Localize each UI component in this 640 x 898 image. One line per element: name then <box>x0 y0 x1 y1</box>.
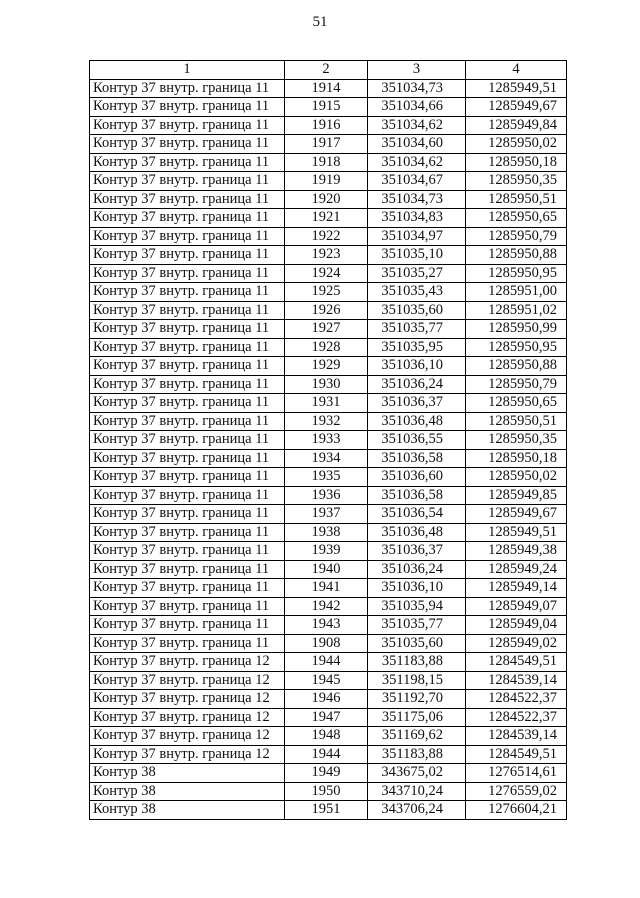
contour-name-cell: Контур 37 внутр. граница 11 <box>90 98 285 117</box>
point-number-cell: 1922 <box>285 227 368 246</box>
x-coordinate-cell: 343706,24 <box>368 801 466 820</box>
contour-name-cell: Контур 37 внутр. граница 11 <box>90 283 285 302</box>
y-coordinate-cell: 1284549,51 <box>466 745 567 764</box>
table-row <box>90 671 567 690</box>
point-number-cell: 1945 <box>285 671 368 690</box>
table-row <box>90 98 567 117</box>
table-row <box>90 79 567 98</box>
point-number-cell: 1950 <box>285 782 368 801</box>
y-coordinate-cell: 1285950,79 <box>466 227 567 246</box>
y-coordinate-cell: 1285950,18 <box>466 449 567 468</box>
y-coordinate-cell: 1285950,35 <box>466 431 567 450</box>
y-coordinate-cell: 1285951,02 <box>466 301 567 320</box>
table-row <box>90 542 567 561</box>
contour-name-cell: Контур 38 <box>90 782 285 801</box>
contour-name-cell: Контур 37 внутр. граница 11 <box>90 634 285 653</box>
point-number-cell: 1930 <box>285 375 368 394</box>
y-coordinate-cell: 1284539,14 <box>466 727 567 746</box>
y-coordinate-cell: 1285949,04 <box>466 616 567 635</box>
point-number-cell: 1920 <box>285 190 368 209</box>
table-row <box>90 634 567 653</box>
point-number-cell: 1934 <box>285 449 368 468</box>
x-coordinate-cell: 351036,48 <box>368 523 466 542</box>
x-coordinate-cell: 351036,54 <box>368 505 466 524</box>
y-coordinate-cell: 1285950,88 <box>466 246 567 265</box>
contour-name-cell: Контур 37 внутр. граница 11 <box>90 320 285 339</box>
table-row <box>90 708 567 727</box>
table-row <box>90 394 567 413</box>
table-row <box>90 301 567 320</box>
y-coordinate-cell: 1284539,14 <box>466 671 567 690</box>
table-row <box>90 172 567 191</box>
x-coordinate-cell: 343675,02 <box>368 764 466 783</box>
contour-name-cell: Контур 37 внутр. граница 11 <box>90 579 285 598</box>
table-row <box>90 727 567 746</box>
header-col-3: 3 <box>368 61 466 80</box>
table-row <box>90 135 567 154</box>
table-row <box>90 320 567 339</box>
table-row <box>90 190 567 209</box>
table-row <box>90 283 567 302</box>
contour-name-cell: Контур 37 внутр. граница 11 <box>90 523 285 542</box>
point-number-cell: 1919 <box>285 172 368 191</box>
point-number-cell: 1915 <box>285 98 368 117</box>
contour-name-cell: Контур 37 внутр. граница 12 <box>90 745 285 764</box>
x-coordinate-cell: 351034,66 <box>368 98 466 117</box>
point-number-cell: 1926 <box>285 301 368 320</box>
y-coordinate-cell: 1285950,95 <box>466 338 567 357</box>
y-coordinate-cell: 1285951,00 <box>466 283 567 302</box>
table-row <box>90 690 567 709</box>
y-coordinate-cell: 1285950,18 <box>466 153 567 172</box>
x-coordinate-cell: 351036,37 <box>368 542 466 561</box>
x-coordinate-cell: 351034,97 <box>368 227 466 246</box>
point-number-cell: 1933 <box>285 431 368 450</box>
point-number-cell: 1908 <box>285 634 368 653</box>
point-number-cell: 1943 <box>285 616 368 635</box>
table-body <box>90 79 567 819</box>
x-coordinate-cell: 351036,55 <box>368 431 466 450</box>
x-coordinate-cell: 351183,88 <box>368 653 466 672</box>
point-number-cell: 1924 <box>285 264 368 283</box>
contour-name-cell: Контур 37 внутр. граница 12 <box>90 653 285 672</box>
x-coordinate-cell: 351175,06 <box>368 708 466 727</box>
contour-name-cell: Контур 37 внутр. граница 11 <box>90 153 285 172</box>
contour-name-cell: Контур 37 внутр. граница 11 <box>90 227 285 246</box>
y-coordinate-cell: 1276559,02 <box>466 782 567 801</box>
x-coordinate-cell: 351035,60 <box>368 634 466 653</box>
x-coordinate-cell: 351035,43 <box>368 283 466 302</box>
point-number-cell: 1921 <box>285 209 368 228</box>
x-coordinate-cell: 351034,73 <box>368 79 466 98</box>
x-coordinate-cell: 351034,62 <box>368 116 466 135</box>
point-number-cell: 1948 <box>285 727 368 746</box>
y-coordinate-cell: 1285949,67 <box>466 505 567 524</box>
x-coordinate-cell: 351036,24 <box>368 375 466 394</box>
y-coordinate-cell: 1285950,79 <box>466 375 567 394</box>
y-coordinate-cell: 1285949,67 <box>466 98 567 117</box>
x-coordinate-cell: 351034,62 <box>368 153 466 172</box>
table-row <box>90 579 567 598</box>
coordinates-table <box>89 60 567 820</box>
y-coordinate-cell: 1285949,84 <box>466 116 567 135</box>
table-row <box>90 153 567 172</box>
y-coordinate-cell: 1276604,21 <box>466 801 567 820</box>
contour-name-cell: Контур 37 внутр. граница 11 <box>90 135 285 154</box>
y-coordinate-cell: 1285950,02 <box>466 135 567 154</box>
contour-name-cell: Контур 38 <box>90 764 285 783</box>
point-number-cell: 1917 <box>285 135 368 154</box>
x-coordinate-cell: 351198,15 <box>368 671 466 690</box>
y-coordinate-cell: 1276514,61 <box>466 764 567 783</box>
y-coordinate-cell: 1285950,51 <box>466 412 567 431</box>
contour-name-cell: Контур 37 внутр. граница 11 <box>90 486 285 505</box>
point-number-cell: 1929 <box>285 357 368 376</box>
table-row <box>90 209 567 228</box>
table-row <box>90 764 567 783</box>
contour-name-cell: Контур 37 внутр. граница 11 <box>90 375 285 394</box>
x-coordinate-cell: 351192,70 <box>368 690 466 709</box>
x-coordinate-cell: 351036,60 <box>368 468 466 487</box>
x-coordinate-cell: 351034,60 <box>368 135 466 154</box>
table-row <box>90 431 567 450</box>
point-number-cell: 1928 <box>285 338 368 357</box>
contour-name-cell: Контур 37 внутр. граница 12 <box>90 671 285 690</box>
contour-name-cell: Контур 37 внутр. граница 12 <box>90 690 285 709</box>
x-coordinate-cell: 351034,73 <box>368 190 466 209</box>
contour-name-cell: Контур 37 внутр. граница 11 <box>90 246 285 265</box>
point-number-cell: 1925 <box>285 283 368 302</box>
x-coordinate-cell: 351036,48 <box>368 412 466 431</box>
point-number-cell: 1942 <box>285 597 368 616</box>
point-number-cell: 1938 <box>285 523 368 542</box>
header-col-2: 2 <box>285 61 368 80</box>
y-coordinate-cell: 1285949,07 <box>466 597 567 616</box>
table-row <box>90 357 567 376</box>
y-coordinate-cell: 1285950,65 <box>466 209 567 228</box>
table-row <box>90 801 567 820</box>
y-coordinate-cell: 1285949,02 <box>466 634 567 653</box>
y-coordinate-cell: 1285949,85 <box>466 486 567 505</box>
table-row <box>90 116 567 135</box>
table-row <box>90 486 567 505</box>
x-coordinate-cell: 351035,60 <box>368 301 466 320</box>
table-row <box>90 412 567 431</box>
header-col-1: 1 <box>90 61 285 80</box>
x-coordinate-cell: 351035,27 <box>368 264 466 283</box>
header-row <box>90 61 567 80</box>
contour-name-cell: Контур 37 внутр. граница 11 <box>90 431 285 450</box>
table-row <box>90 264 567 283</box>
point-number-cell: 1947 <box>285 708 368 727</box>
point-number-cell: 1937 <box>285 505 368 524</box>
y-coordinate-cell: 1285950,02 <box>466 468 567 487</box>
y-coordinate-cell: 1285949,38 <box>466 542 567 561</box>
table-row <box>90 338 567 357</box>
contour-name-cell: Контур 37 внутр. граница 11 <box>90 542 285 561</box>
table-row <box>90 449 567 468</box>
x-coordinate-cell: 351036,58 <box>368 449 466 468</box>
point-number-cell: 1940 <box>285 560 368 579</box>
x-coordinate-cell: 351034,83 <box>368 209 466 228</box>
x-coordinate-cell: 351035,77 <box>368 320 466 339</box>
x-coordinate-cell: 351035,94 <box>368 597 466 616</box>
point-number-cell: 1932 <box>285 412 368 431</box>
table-row <box>90 616 567 635</box>
contour-name-cell: Контур 37 внутр. граница 11 <box>90 394 285 413</box>
point-number-cell: 1944 <box>285 745 368 764</box>
y-coordinate-cell: 1284522,37 <box>466 690 567 709</box>
y-coordinate-cell: 1285950,65 <box>466 394 567 413</box>
point-number-cell: 1931 <box>285 394 368 413</box>
table-row <box>90 782 567 801</box>
contour-name-cell: Контур 37 внутр. граница 11 <box>90 560 285 579</box>
table-row <box>90 653 567 672</box>
contour-name-cell: Контур 37 внутр. граница 11 <box>90 190 285 209</box>
point-number-cell: 1916 <box>285 116 368 135</box>
contour-name-cell: Контур 37 внутр. граница 11 <box>90 172 285 191</box>
x-coordinate-cell: 351036,37 <box>368 394 466 413</box>
point-number-cell: 1936 <box>285 486 368 505</box>
point-number-cell: 1941 <box>285 579 368 598</box>
table-row <box>90 375 567 394</box>
table-row <box>90 523 567 542</box>
header-col-4: 4 <box>466 61 567 80</box>
point-number-cell: 1935 <box>285 468 368 487</box>
y-coordinate-cell: 1285950,99 <box>466 320 567 339</box>
contour-name-cell: Контур 37 внутр. граница 12 <box>90 727 285 746</box>
y-coordinate-cell: 1285949,24 <box>466 560 567 579</box>
contour-name-cell: Контур 37 внутр. граница 11 <box>90 79 285 98</box>
contour-name-cell: Контур 37 внутр. граница 11 <box>90 338 285 357</box>
point-number-cell: 1946 <box>285 690 368 709</box>
contour-name-cell: Контур 37 внутр. граница 11 <box>90 116 285 135</box>
point-number-cell: 1944 <box>285 653 368 672</box>
y-coordinate-cell: 1285950,35 <box>466 172 567 191</box>
x-coordinate-cell: 351036,10 <box>368 357 466 376</box>
point-number-cell: 1951 <box>285 801 368 820</box>
table-row <box>90 560 567 579</box>
contour-name-cell: Контур 37 внутр. граница 11 <box>90 264 285 283</box>
y-coordinate-cell: 1285949,51 <box>466 79 567 98</box>
contour-name-cell: Контур 37 внутр. граница 11 <box>90 449 285 468</box>
contour-name-cell: Контур 37 внутр. граница 11 <box>90 505 285 524</box>
table-row <box>90 505 567 524</box>
y-coordinate-cell: 1285950,88 <box>466 357 567 376</box>
contour-name-cell: Контур 37 внутр. граница 11 <box>90 301 285 320</box>
contour-name-cell: Контур 37 внутр. граница 11 <box>90 412 285 431</box>
table-row <box>90 597 567 616</box>
point-number-cell: 1927 <box>285 320 368 339</box>
y-coordinate-cell: 1285949,51 <box>466 523 567 542</box>
x-coordinate-cell: 351035,77 <box>368 616 466 635</box>
x-coordinate-cell: 351036,24 <box>368 560 466 579</box>
x-coordinate-cell: 351035,95 <box>368 338 466 357</box>
table-row <box>90 246 567 265</box>
y-coordinate-cell: 1285950,51 <box>466 190 567 209</box>
x-coordinate-cell: 351036,58 <box>368 486 466 505</box>
y-coordinate-cell: 1284549,51 <box>466 653 567 672</box>
contour-name-cell: Контур 37 внутр. граница 11 <box>90 616 285 635</box>
contour-name-cell: Контур 37 внутр. граница 11 <box>90 597 285 616</box>
point-number-cell: 1918 <box>285 153 368 172</box>
page-number: 51 <box>312 14 328 30</box>
table-header <box>90 61 567 80</box>
x-coordinate-cell: 351035,10 <box>368 246 466 265</box>
x-coordinate-cell: 351034,67 <box>368 172 466 191</box>
point-number-cell: 1914 <box>285 79 368 98</box>
table-row <box>90 745 567 764</box>
contour-name-cell: Контур 38 <box>90 801 285 820</box>
table-row <box>90 227 567 246</box>
contour-name-cell: Контур 37 внутр. граница 12 <box>90 708 285 727</box>
point-number-cell: 1949 <box>285 764 368 783</box>
point-number-cell: 1923 <box>285 246 368 265</box>
x-coordinate-cell: 343710,24 <box>368 782 466 801</box>
contour-name-cell: Контур 37 внутр. граница 11 <box>90 468 285 487</box>
contour-name-cell: Контур 37 внутр. граница 11 <box>90 357 285 376</box>
y-coordinate-cell: 1285949,14 <box>466 579 567 598</box>
y-coordinate-cell: 1285950,95 <box>466 264 567 283</box>
x-coordinate-cell: 351036,10 <box>368 579 466 598</box>
contour-name-cell: Контур 37 внутр. граница 11 <box>90 209 285 228</box>
point-number-cell: 1939 <box>285 542 368 561</box>
table-row <box>90 468 567 487</box>
y-coordinate-cell: 1284522,37 <box>466 708 567 727</box>
x-coordinate-cell: 351169,62 <box>368 727 466 746</box>
x-coordinate-cell: 351183,88 <box>368 745 466 764</box>
